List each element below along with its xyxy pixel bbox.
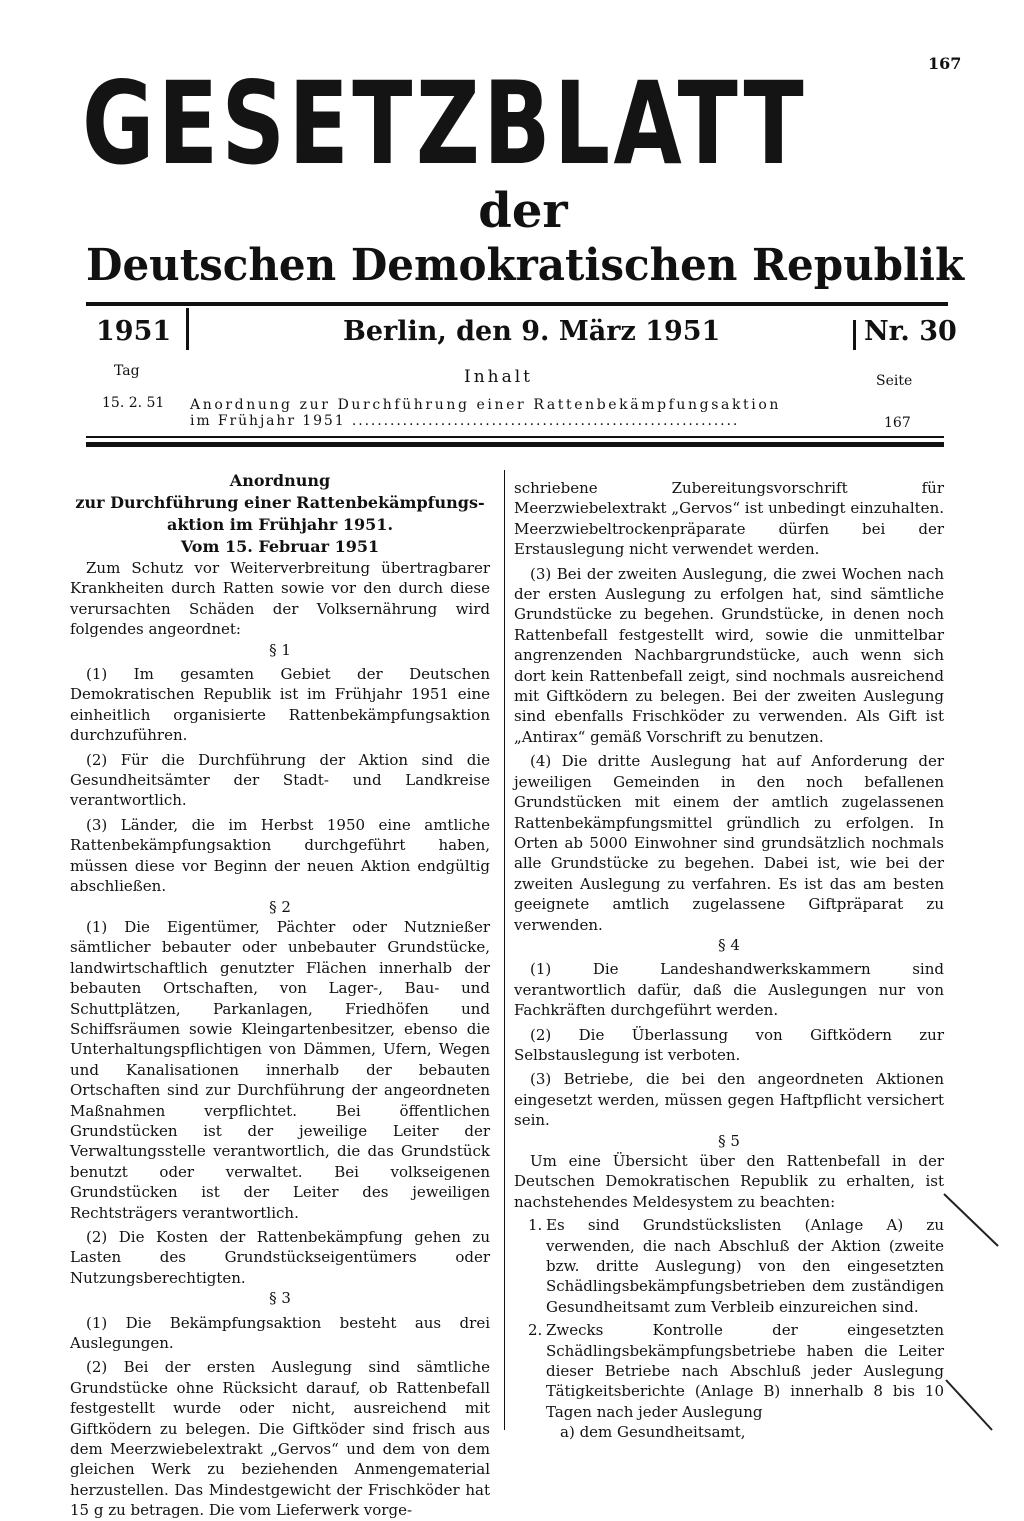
contents-heading: Inhalt [464,367,534,387]
margin-stroke-1 [944,1194,998,1246]
ordinance-intro: Zum Schutz vor Weiterverbreitung übertragbarer Krankheiten durch Ratten sowie vor den durch diese verursachten Schäden der Volksernährung wird folgendes angeordnet: [70,559,490,639]
list-item [528,1320,944,1422]
header-divider-left [186,308,189,350]
issue-number: Nr. 30 [864,316,957,347]
left-column [70,470,490,1521]
page-number: 167 [928,54,962,73]
section-5-intro: Um eine Übersicht über den Rattenbefall in der Deutschen Demokratischen Republik zu erhalten, ist nachstehendes Meldesystem zu beachten: [514,1152,944,1211]
issue-year: 1951 [96,316,172,347]
margin-marks [940,1190,1020,1450]
contents-entry-date: 15. 2. 51 [102,395,165,411]
ordinance-subtitle-2: aktion im Frühjahr 1951. [166,515,394,534]
section-2-heading: § 2 [269,897,291,916]
header-rule-top [86,302,948,306]
issue-dateline: Berlin, den 9. März 1951 [343,316,721,347]
list-item-text: Zwecks Kontrolle der eingesetzten Schädlingsbekämpfungsbetriebe haben die Leiter dieser Betriebe nach Abschluß jeder Auslegung Tätigkeitsberichte (Anlage B) innerhalb 8 bis 10 Tagen nach jeder Auslegung [546,1321,944,1421]
section-4-para-1: (1) Die Landeshandwerkskammern sind verantwortlich dafür, daß die Auslegungen nur von Fachkräften durchgeführt werden. [514,960,944,1020]
reporting-list [528,1215,944,1442]
list-item-number: 2. [528,1321,543,1340]
section-3-para-3: (3) Bei der zweiten Auslegung, die zwei Wochen nach der ersten Auslegung zu erfolgen hat, sind sämtliche Grundstücke zu begehen. Grundstücke, in denen noch Rattenbefall festgestellt wird, sowie die unmittelbar angrenzenden Nachbargrundstücke, auch wenn sich dort kein Rattenbefall zeigt, sind nochmals ausreichend mit Giftködern zu belegen. Bei der zweiten Auslegung sind ebenfalls Frischköder zu verwenden. Als Gift ist „Antirax“ gemäß Vorschrift zu benutzen. [514,564,944,746]
list-subitem-a: a) dem Gesundheitsamt, [560,1423,746,1442]
section-3-para-4: (4) Die dritte Auslegung hat auf Anforderung der jeweiligen Gemeinden in den noch befallenen Grundstücken mit einem der amtlich zugelassenen Rattenbekämpfungsmittel gründlich zu erfolgen. In Orten ab 5000 Einwohner sind grundsätzlich nochmals alle Grundstücke zu begehen. Dabei ist, wie bei der zweiten Auslegung zu verfahren. Es ist das am besten geeignete amtlich zugelassene Giftpräparat zu verwenden. [514,752,944,934]
right-column [514,478,944,1443]
section-4-para-2: (2) Die Überlassung von Giftködern zur Selbstauslegung ist verboten. [514,1025,944,1064]
list-item-number: 1. [528,1216,543,1235]
masthead-title: GESETZBLATT [82,57,808,190]
margin-stroke-2 [946,1380,992,1430]
section-3-heading: § 3 [269,1289,291,1308]
section-3-para-2: (2) Bei der ersten Auslegung sind sämtliche Grundstücke ohne Rücksicht darauf, ob Rattenbefall festgestellt wurde oder nicht, ausreichend mit Giftködern zu belegen. Die Giftköder sind frisch aus dem Meerzwiebelextrakt „Gervos“ und dem von dem gleichen Werk zu beziehenden Anmengematerial herzustellen. Das Mindestgewicht der Frischköder hat 15 g zu betragen. Die vom Lieferwerk vorge- [70,1358,490,1520]
section-4-heading: § 4 [718,935,740,954]
section-2-para-2: (2) Die Kosten der Rattenbekämpfung gehen zu Lasten des Grundstückseigentümers oder Nutzungsberechtigten. [70,1228,490,1287]
masthead-der: der [478,183,568,239]
contents-rule-thin [86,436,944,438]
section-1-para-3: (3) Länder, die im Herbst 1950 eine amtliche Rattenbekämpfungsaktion durchgeführt haben, müssen diese vor Beginn der neuen Aktion endgültig abschließen. [70,815,490,896]
ordinance-title: Anordnung [229,471,331,490]
list-item-text: Es sind Grundstückslisten (Anlage A) zu verwenden, die nach Abschluß der Aktion (zweite bzw. dritte Auslegung) von den eingesetzten Schädlingsbekämpfungsbetrieben dem zuständigen Gesundheitsamt zum Verbleib einzureichen sind. [546,1216,944,1316]
list-item [528,1215,944,1317]
section-1-para-2: (2) Für die Durchführung der Aktion sind die Gesundheitsämter der Stadt- und Landkreise verantwortlich. [70,750,490,810]
section-3-continuation: schriebene Zubereitungsvorschrift für Meerzwiebelextrakt „Gervos“ ist unbedingt einzuhalten. Meerzwiebeltrockenpräparate dürfen bei der Erstauslegung nicht verwendet werden. [514,479,944,559]
ordinance-date: Vom 15. Februar 1951 [180,537,380,556]
contents-page-label: Seite [876,373,913,389]
contents-day-label: Tag [114,363,140,379]
ordinance-subtitle-1: zur Durchführung einer Rattenbekämpfungs- [75,493,485,512]
section-4-para-3: (3) Betriebe, die bei den angeordneten Aktionen eingesetzt werden, müssen gegen Haftpflicht versichert sein. [514,1070,944,1130]
header-divider-right [853,320,856,350]
column-divider [504,470,505,1430]
section-2-para-1: (1) Die Eigentümer, Pächter oder Nutznießer sämtlicher bebauter oder unbebauter Grundstücke, landwirtschaftlich genutzter Flächen innerhalb der bebauten Ortschaften, von Lager-, Bau- und Schuttplätzen, Parkanlagen, Friedhöfen und Schiffsräumen sowie Kleingartenbesitzer, ebenso die Unterhaltungspflichtigen von Dämmen, Ufern, Wegen und Kanalisationen innerhalb der bebauten Ortschaften sind zur Durchführung der angeordneten Maßnahmen verpflichtet. Bei öffentlichen Grundstücken ist der jeweilige Leiter der Verwaltungsstelle verantwortlich, die das Grundstück benutzt oder verwaltet. Bei volkseigenen Grundstücken ist der Leiter des jeweiligen Rechtsträgers verantwortlich. [70,917,490,1222]
section-5-heading: § 5 [718,1131,740,1150]
contents-entry-line2: im Frühjahr 1951 ............................................................. [190,413,740,429]
section-1-heading: § 1 [269,640,291,659]
masthead-republic: Deutschen Demokratischen Republik [86,240,965,291]
section-1-para-1: (1) Im gesamten Gebiet der Deutschen Demokratischen Republik ist im Frühjahr 1951 eine einheitlich organisierte Rattenbekämpfungsaktion durchzuführen. [70,665,490,745]
contents-entry-page: 167 [884,415,911,431]
contents-rule-thick [86,442,944,447]
section-3-para-1: (1) Die Bekämpfungsaktion besteht aus drei Auslegungen. [70,1313,490,1353]
contents-entry-line1: Anordnung zur Durchführung einer Rattenbekämpfungsaktion [190,397,781,413]
